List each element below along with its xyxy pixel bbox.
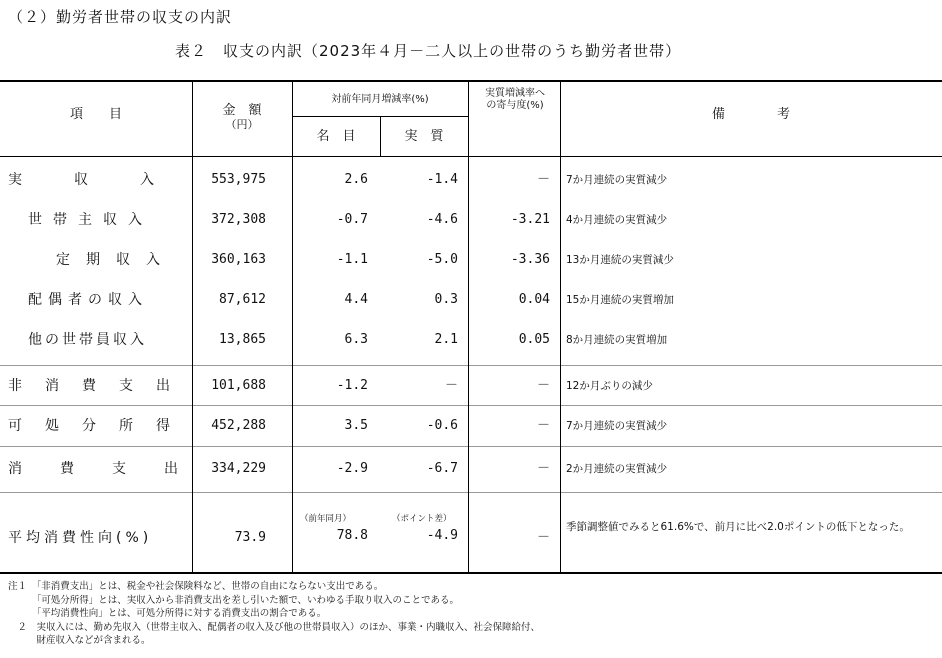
header-notes: 備 考: [711, 107, 790, 122]
table-row: [0, 240, 942, 280]
row-contribution: －: [536, 418, 550, 433]
row-real-rate: －: [444, 378, 458, 393]
row-real-rate: -4.6: [426, 212, 458, 227]
row-real-rate: -4.9: [426, 528, 458, 543]
footnote-line: ２ 実収入には、勤め先収入（世帯主収入、配偶者の収入及び他の世帯員収入）のほか、事業・内職収入、社会保障給付、: [8, 621, 541, 633]
row-nominal-rate: -1.1: [336, 252, 368, 267]
row-contribution: －: [536, 461, 550, 476]
table-row: [0, 160, 942, 200]
table-bottom-rule: [0, 572, 942, 574]
row-item-label: 非消費支出: [8, 378, 193, 394]
row-item-label: 世帯主収入: [28, 212, 153, 228]
row-item-label: 定期収入: [56, 252, 176, 268]
footnote-line: 注１ 「非消費支出」とは、税金や社会保険料など、世帯の自由にならない支出である。: [8, 581, 384, 592]
header-item: 項 目: [69, 107, 122, 122]
header-yoy-group: 対前年同月増減率(%): [331, 94, 429, 105]
row-note: 8か月連続の実質増加: [566, 334, 668, 346]
row-note: 12か月ぶりの減少: [566, 380, 653, 392]
table-top-rule: [0, 80, 942, 82]
row-item-label: 消費支出: [8, 461, 216, 477]
row-nominal-sublabel: （前年同月）: [300, 514, 352, 524]
table-row: [0, 449, 942, 489]
row-contribution: 0.04: [518, 292, 550, 307]
row-contribution: -3.36: [510, 252, 550, 267]
row-amount: 372,308: [211, 212, 266, 227]
row-note: 4か月連続の実質減少: [566, 214, 668, 226]
header-real: 実 質: [404, 129, 444, 144]
row-real-rate: 2.1: [434, 332, 458, 347]
row-nominal-rate: 2.6: [344, 172, 368, 187]
row-contribution: 0.05: [518, 332, 550, 347]
row-amount: 101,688: [211, 378, 266, 393]
section-heading: （２）勤労者世帯の収支の内訳: [8, 8, 233, 26]
row-contribution: －: [536, 378, 550, 393]
footnote-line: 「可処分所得」とは、実収入から非消費支出を差し引いた額で、いわゆる手取り収入のことである。: [8, 594, 460, 606]
table-row: [0, 406, 942, 446]
row-nominal-rate: -2.9: [336, 461, 368, 476]
row-amount: 360,163: [211, 252, 266, 267]
row-amount: 452,288: [211, 418, 266, 433]
row-nominal-rate: 4.4: [344, 292, 368, 307]
header-amount-label: 金 額: [222, 103, 262, 118]
row-nominal-rate: -1.2: [336, 378, 368, 393]
row-amount: 13,865: [219, 332, 266, 347]
row-note: 15か月連続の実質増加: [566, 294, 674, 306]
row-note: 7か月連続の実質減少: [566, 420, 668, 432]
row-real-sublabel: （ポイント差）: [392, 514, 452, 524]
row-note: 2か月連続の実質減少: [566, 463, 668, 475]
row-item-label: 配偶者の収入: [28, 292, 148, 308]
row-nominal-rate: 3.5: [344, 418, 368, 433]
row-contribution: -3.21: [510, 212, 550, 227]
row-amount: 73.9: [234, 530, 266, 545]
row-real-rate: -6.7: [426, 461, 458, 476]
table-row: [0, 200, 942, 240]
row-item-label: 実収入: [8, 172, 206, 188]
row-separator: [0, 446, 942, 447]
row-item-label: 平均消費性向(%): [8, 530, 153, 546]
row-nominal-rate: -0.7: [336, 212, 368, 227]
income-expenditure-table: [0, 80, 942, 576]
header-bottom-rule: [0, 156, 942, 157]
row-real-rate: -0.6: [426, 418, 458, 433]
row-real-rate: 0.3: [434, 292, 458, 307]
row-item-label: 可処分所得: [8, 418, 193, 434]
footnote-line: 「平均消費性向」とは、可処分所得に対する消費支出の割合である。: [8, 608, 327, 619]
header-contribution: 実質増減率への寄与度(%): [485, 88, 545, 111]
row-item-label: 他の世帯員収入: [28, 332, 147, 348]
row-nominal-rate: 6.3: [344, 332, 368, 347]
row-note: 13か月連続の実質減少: [566, 254, 674, 266]
row-nominal-rate: 78.8: [336, 528, 368, 543]
table-row: [0, 280, 942, 320]
table-row: [0, 320, 942, 360]
row-contribution: －: [536, 530, 550, 545]
header-amount: [192, 104, 292, 132]
header-amount-unit: （円）: [225, 117, 259, 131]
row-real-rate: -1.4: [426, 172, 458, 187]
footnote-line: 財産収入などが含まれる。: [8, 635, 151, 646]
row-contribution: －: [536, 172, 550, 187]
footnotes: [8, 580, 938, 648]
row-amount: 334,229: [211, 461, 266, 476]
row-note: 7か月連続の実質減少: [566, 174, 668, 186]
row-note: 季節調整値でみると61.6%で、前月に比べ2.0ポイントの低下となった。: [566, 521, 910, 533]
row-amount: 553,975: [211, 172, 266, 187]
row-separator: [0, 492, 942, 493]
table-row: [0, 366, 942, 406]
table-row: [0, 512, 942, 568]
row-real-rate: -5.0: [426, 252, 458, 267]
header-nominal: 名 目: [316, 129, 356, 144]
row-amount: 87,612: [219, 292, 266, 307]
table-caption: 表２ 収支の内訳（2023年４月－二人以上の世帯のうち勤労者世帯）: [175, 42, 682, 60]
